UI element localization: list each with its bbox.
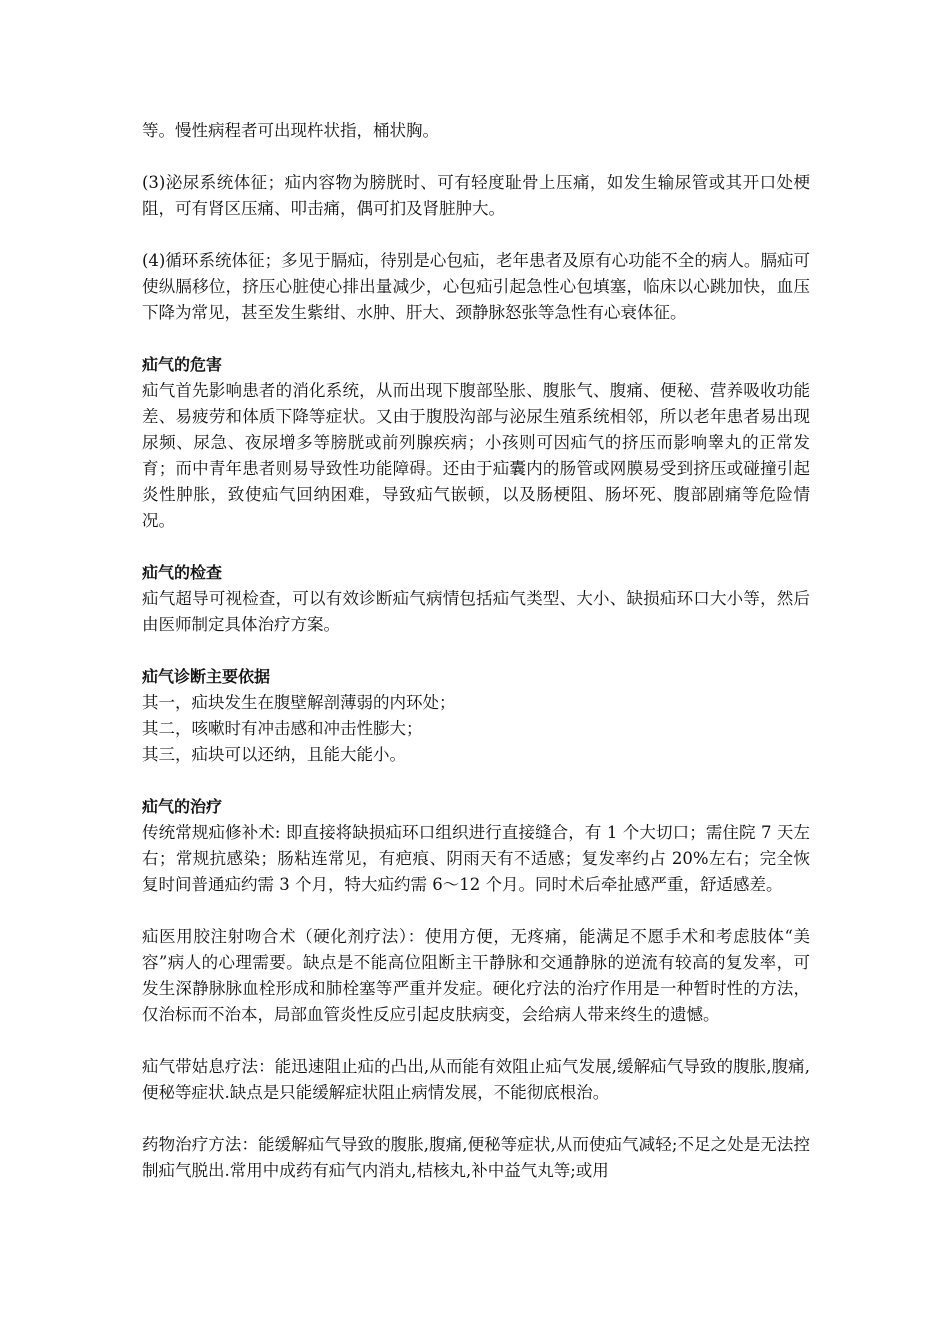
treatment-truss: 疝气带姑息疗法：能迅速阻止疝的凸出,从而能有效阻止疝气发展,缓解疝气导致的腹胀,腹痛,便秘等症状.缺点是只能缓解症状阻止病情发展，不能彻底根治。 — [142, 1057, 810, 1102]
treatment-heading: 疝气的治疗 — [142, 797, 223, 816]
circulatory-signs-paragraph: (4)循环系统体征；多见于膈疝，待别是心包疝，老年患者及原有心功能不全的病人。膈疝可使纵膈移位，挤压心脏使心排出量减少，心包疝引起急性心包填塞，临床以心跳加快，血压下降为常见，甚至发生紫绀、水肿、肝大、颈静脉怒张等急性有心衰体征。 — [142, 251, 810, 322]
diagnosis-heading: 疝气诊断主要依据 — [142, 667, 271, 686]
harm-text: 疝气首先影响患者的消化系统，从而出现下腹部坠胀、腹胀气、腹痛、便秘、营养吸收功能差、易疲劳和体质下降等症状。又由于腹股沟部与泌尿生殖系统相邻，所以老年患者易出现尿频、尿急、夜尿增多等膀胱或前列腺疾病；小孩则可因疝气的挤压而影响睾丸的正常发育；而中青年患者则易导致性功能障碍。还由于疝囊内的肠管或网膜易受到挤压或碰撞引起炎性肿胀，致使疝气回纳困难，导致疝气嵌顿，以及肠梗阻、肠坏死、腹部剧痛等危险情况。 — [142, 381, 810, 530]
exam-text: 疝气超导可视检查，可以有效诊断疝气病情包括疝气类型、大小、缺损疝环口大小等，然后由医师制定具体治疗方案。 — [142, 589, 810, 634]
intro-paragraph-1: 等。慢性病程者可出现杵状指，桶状胸。 — [142, 121, 439, 140]
diagnosis-section — [142, 664, 810, 768]
exam-section — [142, 560, 810, 638]
harm-section — [142, 352, 810, 534]
diagnosis-item-1: 其一，疝块发生在腹壁解剖薄弱的内环处； — [142, 693, 456, 712]
diagnosis-item-3: 其三，疝块可以还纳，且能大能小。 — [142, 745, 406, 764]
treatment-sclerotherapy: 疝医用胶注射吻合术（硬化剂疗法）：使用方便，无疼痛，能满足不愿手术和考虑肢体“美容”病人的心理需要。缺点是不能高位阻断主干静脉和交通静脉的逆流有较高的复发率，可发生深静脉脉血栓形成和肺栓塞等严重并发症。硬化疗法的治疗作用是一种暂时性的方法，仅治标而不治本，局部血管炎性反应引起皮肤病变，会给病人带来终生的遗憾。 — [142, 927, 810, 1024]
harm-heading: 疝气的危害 — [142, 355, 223, 374]
treatment-traditional-surgery: 传统常规疝修补术: 即直接将缺损疝环口组织进行直接缝合，有 1 个大切口；需住院 7 天左右；常规抗感染；肠粘连常见，有疤痕、阴雨天有不适感；复发率约占 20%左右；完全恢复时间普通疝约需 3 个月，特大疝约需 6～12 个月。同时术后牵扯感严重，舒适感差。 — [142, 823, 810, 894]
treatment-section — [142, 794, 810, 1184]
exam-heading: 疝气的检查 — [142, 563, 223, 582]
treatment-medication: 药物治疗方法：能缓解疝气导致的腹胀,腹痛,便秘等症状,从而使疝气减轻;不足之处是无法控制疝气脱出.常用中成药有疝气内消丸,桔核丸,补中益气丸等;或用 — [142, 1135, 810, 1180]
document-page — [142, 118, 810, 1184]
urinary-signs-paragraph: (3)泌尿系统体征；疝内容物为膀胱时、可有轻度耻骨上压痛，如发生输尿管或其开口处梗阻，可有肾区压痛、叩击痛，偶可扪及肾脏肿大。 — [142, 173, 810, 218]
diagnosis-item-2: 其二，咳嗽时有冲击感和冲击性膨大； — [142, 719, 423, 738]
